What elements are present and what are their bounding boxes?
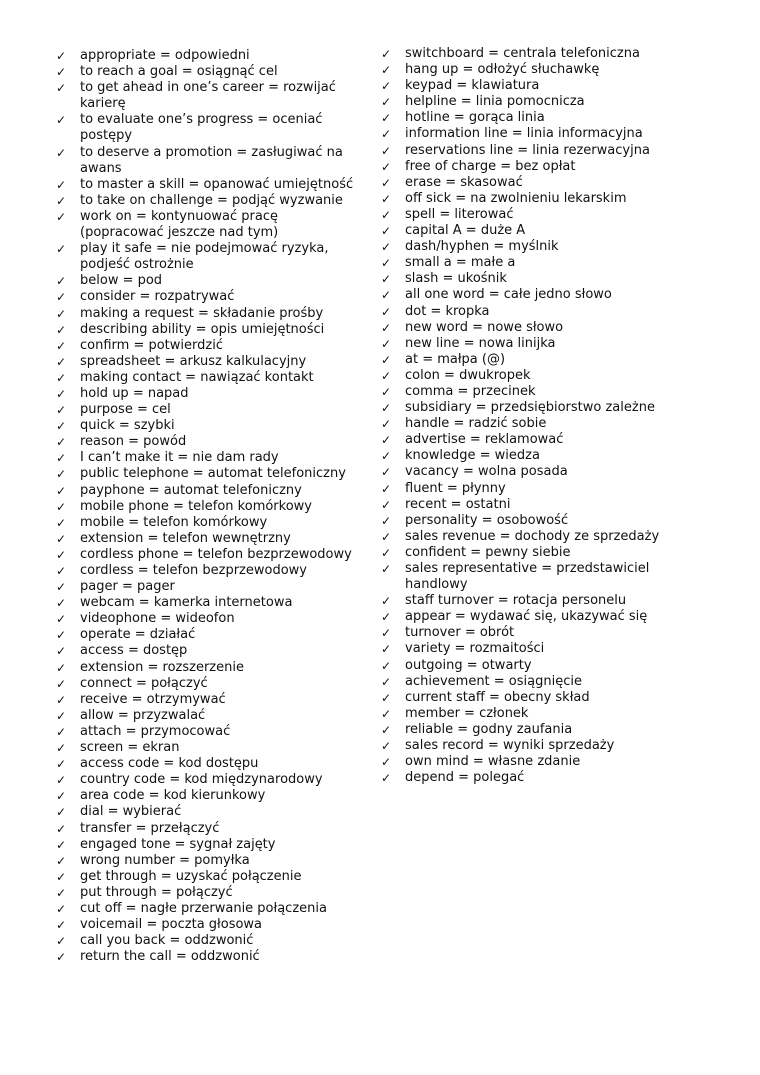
vocab-item — [381, 191, 681, 207]
checkmark-icon: ✓ — [56, 708, 67, 723]
vocab-item — [56, 788, 356, 804]
vocab-item — [56, 209, 356, 241]
checkmark-icon: ✓ — [381, 320, 392, 335]
vocab-item — [56, 692, 356, 708]
checkmark-icon: ✓ — [381, 706, 392, 721]
checkmark-icon: ✓ — [381, 417, 392, 432]
checkmark-icon: ✓ — [381, 352, 392, 367]
vocab-item — [56, 917, 356, 933]
checkmark-icon: ✓ — [56, 789, 67, 804]
vocab-entry: dial = wybierać — [80, 804, 182, 820]
vocab-item — [56, 531, 356, 547]
vocab-entry: allow = przyzwalać — [80, 707, 206, 723]
vocab-item — [381, 690, 681, 706]
vocab-entry: sales representative = przedstawiciel handlowy — [405, 561, 650, 593]
vocab-item — [56, 241, 356, 273]
vocab-item — [381, 352, 681, 368]
checkmark-icon: ✓ — [381, 111, 392, 126]
vocab-entry: comma = przecinek — [405, 383, 536, 399]
vocab-entry: attach = przymocować — [80, 723, 231, 739]
vocab-item — [381, 706, 681, 722]
vocab-item — [381, 658, 681, 674]
vocab-item — [56, 370, 356, 386]
vocab-entry: depend = polegać — [405, 770, 525, 786]
vocab-entry: advertise = reklamować — [405, 432, 564, 448]
checkmark-icon: ✓ — [381, 63, 392, 78]
vocab-entry: making a request = składanie prośby — [80, 305, 324, 321]
checkmark-icon: ✓ — [56, 515, 67, 530]
vocab-entry: public telephone = automat telefoniczny — [80, 466, 346, 482]
vocab-item — [381, 159, 681, 175]
vocab-entry: area code = kod kierunkowy — [80, 788, 266, 804]
right-vocabulary-list — [381, 46, 681, 786]
vocab-entry: outgoing = otwarty — [405, 657, 532, 673]
vocab-entry: extension = telefon wewnętrzny — [80, 530, 291, 546]
vocab-entry: get through = uzyskać połączenie — [80, 868, 302, 884]
checkmark-icon: ✓ — [56, 306, 67, 321]
vocab-item — [381, 545, 681, 561]
vocab-item — [381, 320, 681, 336]
vocab-entry: slash = ukośnik — [405, 271, 507, 287]
vocab-entry: cordless = telefon bezprzewodowy — [80, 563, 307, 578]
vocab-item — [56, 724, 356, 740]
checkmark-icon: ✓ — [56, 467, 67, 482]
vocab-entry: work on = kontynuować pracę (popracować jeszcze nad tym) — [80, 208, 279, 241]
checkmark-icon: ✓ — [56, 741, 67, 756]
checkmark-icon: ✓ — [56, 274, 67, 289]
vocab-entry: country code = kod międzynarodowy — [80, 772, 323, 788]
vocab-entry: to take on challenge = podjąć wyzwanie — [80, 192, 343, 208]
vocab-entry: quick = szybki — [80, 418, 175, 434]
vocab-item — [381, 416, 681, 432]
vocab-entry: cut off = nagłe przerwanie połączenia — [80, 900, 327, 916]
checkmark-icon: ✓ — [381, 368, 392, 383]
vocab-entry: making contact = nawiązać kontakt — [80, 369, 314, 385]
vocab-entry: confirm = potwierdzić — [80, 337, 223, 353]
checkmark-icon: ✓ — [381, 272, 392, 287]
checkmark-icon: ✓ — [56, 113, 67, 128]
vocab-entry: sales record = wyniki sprzedaży — [405, 738, 615, 754]
vocab-entry: reliable = godny zaufania — [405, 721, 573, 737]
vocab-item — [381, 481, 681, 497]
checkmark-icon: ✓ — [56, 628, 67, 643]
vocab-entry: access code = kod dostępu — [80, 756, 259, 772]
checkmark-icon: ✓ — [56, 918, 67, 933]
checkmark-icon: ✓ — [381, 674, 392, 689]
vocab-entry: spreadsheet = arkusz kalkulacyjny — [80, 353, 307, 369]
vocab-item — [381, 287, 681, 303]
vocab-entry: spell = literować — [405, 206, 514, 222]
checkmark-icon: ✓ — [56, 724, 67, 739]
checkmark-icon: ✓ — [56, 81, 67, 96]
vocab-entry: fluent = płynny — [405, 480, 506, 496]
vocab-item — [381, 593, 681, 609]
vocab-item — [56, 933, 356, 949]
checkmark-icon: ✓ — [56, 322, 67, 337]
vocab-item — [381, 448, 681, 464]
vocab-entry: below = pod — [80, 273, 163, 289]
vocab-item — [56, 660, 356, 676]
vocab-item — [56, 466, 356, 482]
vocab-entry: recent = ostatni — [405, 496, 511, 512]
vocab-item — [381, 223, 681, 239]
vocab-item — [56, 306, 356, 322]
vocab-entry: pager = pager — [80, 579, 175, 595]
vocab-entry: receive = otrzymywać — [80, 691, 226, 707]
checkmark-icon: ✓ — [381, 481, 392, 496]
vocab-item — [56, 322, 356, 338]
checkmark-icon: ✓ — [56, 419, 67, 434]
checkmark-icon: ✓ — [381, 336, 392, 351]
vocab-item — [381, 625, 681, 641]
vocab-entry: hold up = napad — [80, 385, 189, 401]
checkmark-icon: ✓ — [381, 658, 392, 673]
vocab-entry: voicemail = poczta głosowa — [80, 917, 263, 933]
checkmark-icon: ✓ — [381, 642, 392, 657]
checkmark-icon: ✓ — [56, 821, 67, 836]
vocab-item — [56, 273, 356, 289]
vocab-entry: handle = radzić sobie — [405, 416, 547, 432]
vocab-entry: mobile = telefon komórkowy — [80, 514, 268, 530]
checkmark-icon: ✓ — [56, 837, 67, 852]
vocab-entry: connect = połączyć — [80, 675, 208, 691]
vocab-entry: achievement = osiągnięcie — [405, 673, 582, 689]
vocab-entry: reservations line = linia rezerwacyjna — [405, 142, 650, 158]
vocab-entry: switchboard = centrala telefoniczna — [405, 46, 640, 61]
checkmark-icon: ✓ — [381, 95, 392, 110]
vocab-entry: information line = linia informacyjna — [405, 126, 643, 142]
checkmark-icon: ✓ — [56, 65, 67, 80]
vocab-entry: to get ahead in one’s career = rozwijać karierę — [80, 80, 336, 112]
checkmark-icon: ✓ — [56, 612, 67, 627]
checkmark-icon: ✓ — [56, 531, 67, 546]
vocab-entry: videophone = wideofon — [80, 611, 235, 627]
vocab-item — [381, 175, 681, 191]
checkmark-icon: ✓ — [381, 529, 392, 544]
vocab-entry: all one word = całe jedno słowo — [405, 287, 612, 303]
checkmark-icon: ✓ — [56, 338, 67, 353]
vocab-entry: to master a skill = opanować umiejętność — [80, 176, 354, 192]
checkmark-icon: ✓ — [381, 224, 392, 239]
vocab-item — [56, 515, 356, 531]
vocab-entry: webcam = kamerka internetowa — [80, 595, 293, 611]
vocab-item — [56, 418, 356, 434]
vocab-entry: I can’t make it = nie dam rady — [80, 450, 279, 466]
vocab-entry: own mind = własne zdanie — [405, 754, 581, 770]
vocab-entry: dot = kropka — [405, 303, 490, 319]
checkmark-icon: ✓ — [381, 449, 392, 464]
vocab-entry: current staff = obecny skład — [405, 689, 590, 705]
vocab-item — [56, 853, 356, 869]
vocab-item — [381, 126, 681, 142]
vocab-item — [381, 722, 681, 738]
vocab-item — [56, 48, 356, 64]
checkmark-icon: ✓ — [381, 690, 392, 705]
checkmark-icon: ✓ — [381, 465, 392, 480]
vocab-entry: member = członek — [405, 705, 529, 721]
vocab-item — [381, 384, 681, 400]
vocab-item — [56, 772, 356, 788]
left-vocabulary-list — [56, 48, 356, 965]
vocab-item — [56, 80, 356, 112]
checkmark-icon: ✓ — [381, 175, 392, 190]
vocab-item — [56, 643, 356, 659]
checkmark-icon: ✓ — [56, 403, 67, 418]
vocab-item — [381, 239, 681, 255]
vocab-entry: sales revenue = dochody ze sprzedaży — [405, 528, 660, 544]
vocab-item — [56, 386, 356, 402]
checkmark-icon: ✓ — [381, 722, 392, 737]
vocab-entry: small a = małe a — [405, 255, 516, 271]
checkmark-icon: ✓ — [56, 386, 67, 401]
vocab-entry: at = małpa (@) — [405, 351, 506, 367]
checkmark-icon: ✓ — [56, 580, 67, 595]
checkmark-icon: ✓ — [56, 934, 67, 949]
vocab-item — [56, 289, 356, 305]
vocab-item — [56, 627, 356, 643]
checkmark-icon: ✓ — [56, 242, 67, 257]
vocab-entry: mobile phone = telefon komórkowy — [80, 498, 312, 514]
checkmark-icon: ✓ — [381, 626, 392, 641]
checkmark-icon: ✓ — [56, 145, 67, 160]
vocab-entry: put through = połączyć — [80, 884, 233, 900]
vocab-item — [381, 255, 681, 271]
vocab-item — [56, 901, 356, 917]
vocab-entry: dash/hyphen = myślnik — [405, 239, 559, 255]
vocab-entry: wrong number = pomyłka — [80, 852, 250, 868]
vocab-item — [381, 754, 681, 770]
vocab-item — [381, 336, 681, 352]
vocab-entry: engaged tone = sygnał zajęty — [80, 836, 276, 852]
checkmark-icon: ✓ — [381, 143, 392, 158]
vocab-entry: access = dostęp — [80, 643, 188, 659]
checkmark-icon: ✓ — [56, 885, 67, 900]
vocab-entry: turnover = obrót — [405, 625, 515, 641]
vocab-item — [56, 949, 356, 965]
vocab-item — [381, 674, 681, 690]
vocab-entry: new word = nowe słowo — [405, 319, 564, 335]
checkmark-icon: ✓ — [56, 853, 67, 868]
vocab-item — [56, 821, 356, 837]
checkmark-icon: ✓ — [56, 596, 67, 611]
vocab-entry: hotline = gorąca linia — [405, 110, 545, 126]
checkmark-icon: ✓ — [56, 676, 67, 691]
vocab-item — [381, 529, 681, 545]
vocab-entry: helpline = linia pomocnicza — [405, 94, 585, 110]
vocab-item — [56, 483, 356, 499]
checkmark-icon: ✓ — [56, 773, 67, 788]
vocab-item — [381, 271, 681, 287]
vocab-entry: new line = nowa linijka — [405, 335, 556, 351]
vocab-item — [381, 368, 681, 384]
checkmark-icon: ✓ — [56, 209, 67, 224]
checkmark-icon: ✓ — [56, 499, 67, 514]
checkmark-icon: ✓ — [56, 901, 67, 916]
checkmark-icon: ✓ — [56, 805, 67, 820]
vocab-entry: describing ability = opis umiejętności — [80, 321, 325, 337]
vocab-entry: appropriate = odpowiedni — [80, 48, 250, 63]
vocab-item — [56, 145, 356, 177]
vocab-entry: reason = powód — [80, 434, 187, 450]
vocab-item — [56, 402, 356, 418]
vocab-entry: keypad = klawiatura — [405, 78, 540, 94]
checkmark-icon: ✓ — [381, 288, 392, 303]
checkmark-icon: ✓ — [381, 304, 392, 319]
vocab-item — [381, 513, 681, 529]
checkmark-icon: ✓ — [381, 594, 392, 609]
vocab-item — [381, 497, 681, 513]
vocab-item — [381, 78, 681, 94]
vocab-item — [381, 432, 681, 448]
vocab-entry: subsidiary = przedsiębiorstwo zależne — [405, 400, 655, 416]
vocab-entry: to reach a goal = osiągnąć cel — [80, 64, 278, 80]
checkmark-icon: ✓ — [56, 354, 67, 369]
vocab-item — [56, 579, 356, 595]
checkmark-icon: ✓ — [381, 545, 392, 560]
vocab-entry: confident = pewny siebie — [405, 544, 571, 560]
checkmark-icon: ✓ — [381, 739, 392, 754]
checkmark-icon: ✓ — [381, 562, 392, 576]
checkmark-icon: ✓ — [56, 644, 67, 659]
vocab-item — [381, 561, 681, 593]
vocab-item — [381, 770, 681, 786]
vocab-entry: off sick = na zwolnieniu lekarskim — [405, 190, 627, 206]
vocab-item — [56, 193, 356, 209]
checkmark-icon: ✓ — [381, 755, 392, 770]
checkmark-icon: ✓ — [381, 79, 392, 94]
vocab-item — [381, 94, 681, 110]
checkmark-icon: ✓ — [56, 370, 67, 385]
vocab-entry: transfer = przełączyć — [80, 820, 220, 836]
vocab-item — [56, 547, 356, 563]
vocab-item — [381, 609, 681, 625]
vocab-entry: consider = rozpatrywać — [80, 289, 235, 305]
checkmark-icon: ✓ — [56, 869, 67, 884]
vocab-item — [56, 64, 356, 80]
vocab-item — [56, 740, 356, 756]
vocab-entry: return the call = oddzwonić — [80, 949, 260, 965]
vocab-item — [56, 177, 356, 193]
vocab-entry: hang up = odłożyć słuchawkę — [405, 62, 600, 78]
vocab-item — [56, 450, 356, 466]
vocab-item — [381, 207, 681, 223]
vocab-entry: staff turnover = rotacja personelu — [405, 593, 627, 609]
vocab-entry: variety = rozmaitości — [405, 641, 545, 657]
checkmark-icon: ✓ — [381, 433, 392, 448]
vocab-entry: call you back = oddzwonić — [80, 933, 254, 949]
vocab-item — [56, 338, 356, 354]
vocab-item — [56, 499, 356, 515]
vocab-item — [56, 756, 356, 772]
vocab-item — [56, 611, 356, 627]
checkmark-icon: ✓ — [56, 757, 67, 772]
vocab-item — [381, 143, 681, 159]
vocab-item — [381, 641, 681, 657]
checkmark-icon: ✓ — [56, 177, 67, 192]
vocab-entry: purpose = cel — [80, 402, 171, 418]
checkmark-icon: ✓ — [381, 191, 392, 206]
checkmark-icon: ✓ — [381, 610, 392, 625]
vocab-entry: appear = wydawać się, ukazywać się — [405, 609, 648, 625]
vocab-item — [56, 837, 356, 853]
checkmark-icon: ✓ — [381, 240, 392, 255]
checkmark-icon: ✓ — [381, 384, 392, 399]
checkmark-icon: ✓ — [381, 207, 392, 222]
checkmark-icon: ✓ — [56, 564, 67, 578]
vocab-item — [56, 869, 356, 885]
checkmark-icon: ✓ — [381, 771, 392, 786]
vocab-entry: vacancy = wolna posada — [405, 464, 568, 480]
vocab-entry: knowledge = wiedza — [405, 448, 540, 464]
checkmark-icon: ✓ — [56, 451, 67, 466]
checkmark-icon: ✓ — [56, 290, 67, 305]
vocab-entry: to deserve a promotion = zasługiwać na awans — [80, 144, 343, 176]
vocab-entry: cordless phone = telefon bezprzewodowy — [80, 546, 352, 562]
vocab-entry: payphone = automat telefoniczny — [80, 482, 302, 498]
checkmark-icon: ✓ — [56, 49, 67, 63]
vocab-item — [56, 708, 356, 724]
vocab-entry: to evaluate one’s progress = oceniać postępy — [80, 112, 323, 144]
vocab-entry: extension = rozszerzenie — [80, 659, 244, 675]
vocab-item — [56, 112, 356, 144]
checkmark-icon: ✓ — [56, 547, 67, 562]
vocab-item — [56, 885, 356, 901]
vocab-entry: play it safe = nie podejmować ryzyka, podjeść ostrożnie — [80, 241, 329, 273]
vocab-entry: erase = skasować — [405, 174, 523, 190]
checkmark-icon: ✓ — [381, 401, 392, 416]
checkmark-icon: ✓ — [56, 435, 67, 450]
vocab-item — [381, 738, 681, 754]
vocab-item — [381, 110, 681, 126]
vocab-item — [56, 354, 356, 370]
vocab-entry: capital A = duże A — [405, 223, 526, 239]
vocab-item — [381, 46, 681, 62]
vocab-item — [56, 804, 356, 820]
vocab-entry: screen = ekran — [80, 740, 180, 756]
vocab-entry: operate = działać — [80, 627, 196, 643]
vocab-item — [381, 464, 681, 480]
checkmark-icon: ✓ — [381, 497, 392, 512]
checkmark-icon: ✓ — [381, 127, 392, 142]
checkmark-icon: ✓ — [381, 159, 392, 174]
checkmark-icon: ✓ — [381, 47, 392, 61]
vocab-item — [56, 595, 356, 611]
vocab-item — [56, 434, 356, 450]
checkmark-icon: ✓ — [56, 193, 67, 208]
checkmark-icon: ✓ — [381, 513, 392, 528]
checkmark-icon: ✓ — [56, 660, 67, 675]
vocab-entry: colon = dwukropek — [405, 367, 531, 383]
checkmark-icon: ✓ — [381, 256, 392, 271]
vocab-item — [381, 62, 681, 78]
checkmark-icon: ✓ — [56, 483, 67, 498]
vocab-item — [381, 400, 681, 416]
vocab-entry: personality = osobowość — [405, 512, 569, 528]
vocab-item — [56, 563, 356, 579]
checkmark-icon: ✓ — [56, 950, 67, 965]
vocab-entry: free of charge = bez opłat — [405, 158, 576, 174]
checkmark-icon: ✓ — [56, 692, 67, 707]
vocab-item — [381, 304, 681, 320]
vocab-item — [56, 676, 356, 692]
